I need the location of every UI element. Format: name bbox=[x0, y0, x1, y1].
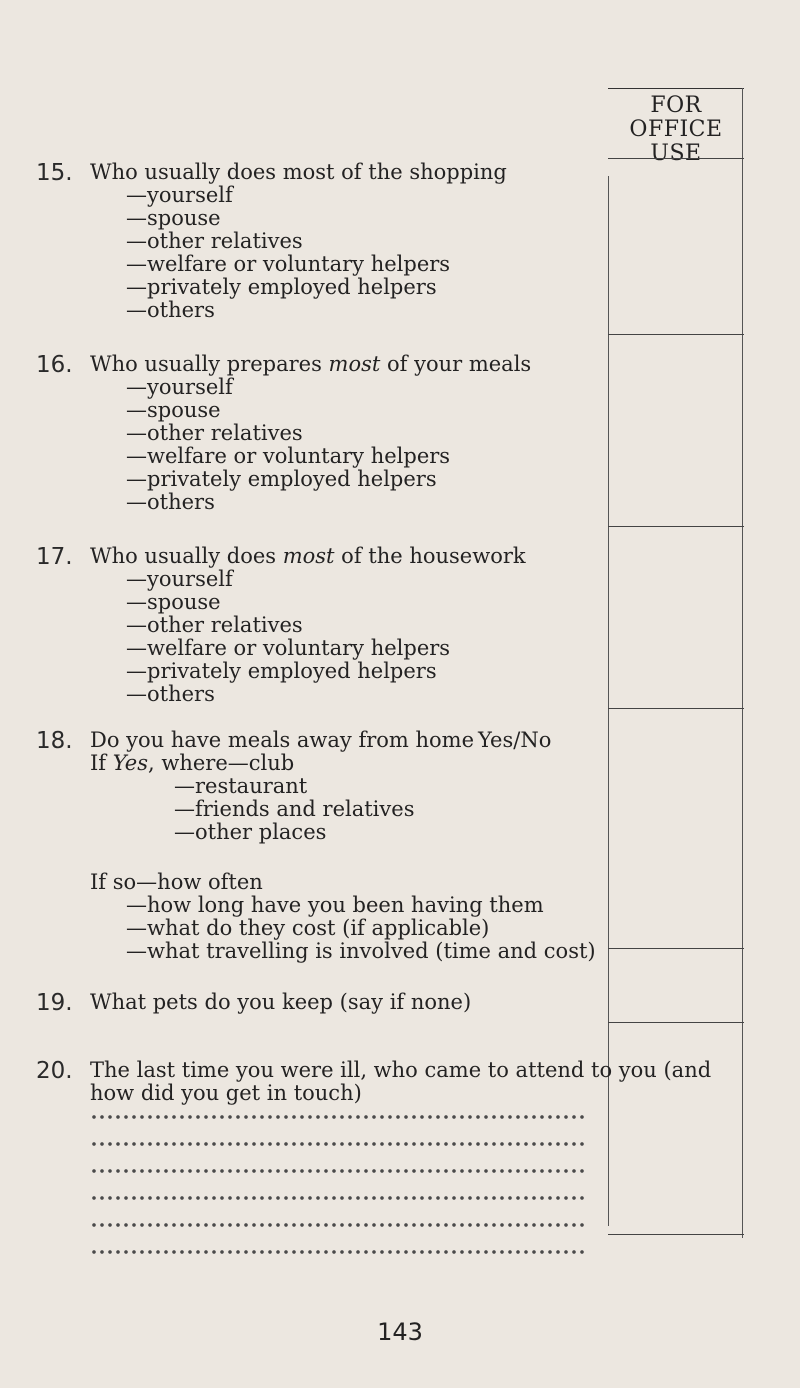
office-right-border bbox=[742, 88, 743, 1238]
office-separator-q17 bbox=[608, 708, 744, 709]
option-others: —others bbox=[126, 682, 215, 706]
option-other-relatives: —other relatives bbox=[126, 613, 303, 637]
office-separator-head bbox=[608, 158, 744, 159]
office-separator-q16 bbox=[608, 526, 744, 527]
option-spouse: —spouse bbox=[126, 206, 221, 230]
followup-cost: —what do they cost (if applicable) bbox=[126, 916, 490, 940]
question-text-end: of your meals bbox=[380, 352, 532, 376]
question-text bbox=[90, 352, 531, 376]
question-text-emphasis: most bbox=[328, 352, 381, 376]
office-use-line2: OFFICE USE bbox=[629, 117, 723, 166]
yes-no-answer: Yes/No bbox=[478, 728, 552, 752]
answer-dotted-line bbox=[90, 1167, 588, 1175]
office-top-rule bbox=[608, 88, 744, 89]
question-number: 19. bbox=[36, 990, 73, 1016]
office-separator-q18 bbox=[608, 948, 744, 949]
office-use-heading bbox=[608, 94, 744, 166]
question-text-start: Who usually prepares bbox=[90, 352, 329, 376]
option-restaurant: —restaurant bbox=[174, 774, 308, 798]
question-text bbox=[90, 544, 526, 568]
question-number: 15. bbox=[36, 160, 73, 186]
option-spouse: —spouse bbox=[126, 590, 221, 614]
option-yourself: —yourself bbox=[126, 183, 233, 207]
question-text: Do you have meals away from home bbox=[90, 728, 475, 752]
if-suffix: , where—club bbox=[148, 751, 295, 775]
option-yourself: —yourself bbox=[126, 567, 233, 591]
option-private-helpers: —privately employed helpers bbox=[126, 275, 437, 299]
office-use-line1: FOR bbox=[650, 93, 702, 118]
question-number: 17. bbox=[36, 544, 73, 570]
option-others: —others bbox=[126, 298, 215, 322]
answer-dotted-line bbox=[90, 1194, 588, 1202]
option-other-relatives: —other relatives bbox=[126, 421, 303, 445]
office-separator-q19 bbox=[608, 1022, 744, 1023]
option-other-relatives: —other relatives bbox=[126, 229, 303, 253]
question-text-line2: how did you get in touch) bbox=[90, 1081, 362, 1105]
followup-travelling: —what travelling is involved (time and cost) bbox=[126, 939, 596, 963]
question-text-line1: The last time you were ill, who came to attend to you (and bbox=[90, 1058, 712, 1082]
option-private-helpers: —privately employed helpers bbox=[126, 467, 437, 491]
option-spouse: —spouse bbox=[126, 398, 221, 422]
question-number: 20. bbox=[36, 1058, 73, 1084]
if-prefix: If bbox=[90, 751, 113, 775]
option-other-places: —other places bbox=[174, 820, 327, 844]
option-welfare-helpers: —welfare or voluntary helpers bbox=[126, 252, 451, 276]
question-number: 16. bbox=[36, 352, 73, 378]
option-yourself: —yourself bbox=[126, 375, 233, 399]
office-separator-q15 bbox=[608, 334, 744, 335]
answer-dotted-line bbox=[90, 1113, 588, 1121]
followup-how-long: —how long have you been having them bbox=[126, 893, 544, 917]
answer-dotted-line bbox=[90, 1248, 588, 1256]
question-text-start: Who usually does bbox=[90, 544, 283, 568]
answer-dotted-line bbox=[90, 1140, 588, 1148]
answer-dotted-line bbox=[90, 1221, 588, 1229]
option-welfare-helpers: —welfare or voluntary helpers bbox=[126, 444, 451, 468]
page-number: 143 bbox=[377, 1318, 423, 1346]
if-yes-where bbox=[90, 751, 294, 775]
option-friends-relatives: —friends and relatives bbox=[174, 797, 415, 821]
question-text: What pets do you keep (say if none) bbox=[90, 990, 472, 1014]
if-so-how-often: If so—how often bbox=[90, 870, 263, 894]
question-text: Who usually does most of the shopping bbox=[90, 160, 507, 184]
question-text-emphasis: most bbox=[282, 544, 335, 568]
question-number: 18. bbox=[36, 728, 73, 754]
option-private-helpers: —privately employed helpers bbox=[126, 659, 437, 683]
option-welfare-helpers: —welfare or voluntary helpers bbox=[126, 636, 451, 660]
question-text-end: of the housework bbox=[334, 544, 526, 568]
if-yes-emphasis: Yes bbox=[112, 751, 148, 775]
office-separator-q20 bbox=[608, 1234, 744, 1235]
option-others: —others bbox=[126, 490, 215, 514]
